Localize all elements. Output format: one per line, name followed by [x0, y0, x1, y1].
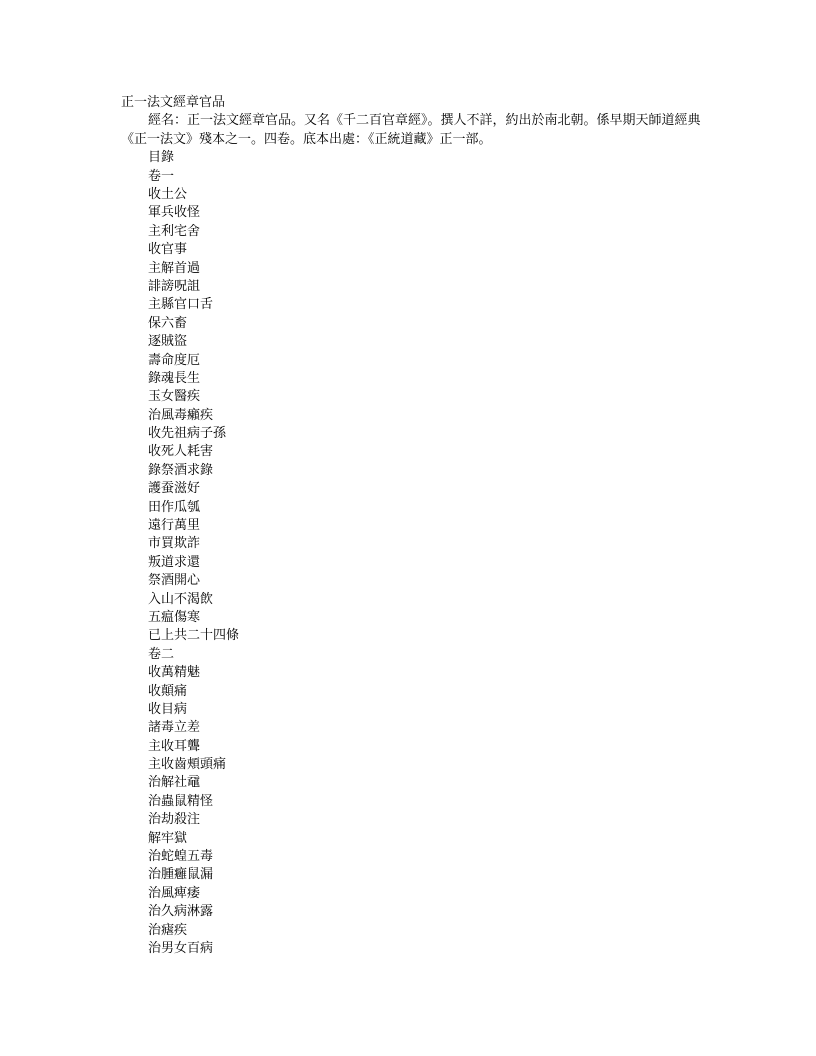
- list-item: 護蚕滋好: [148, 481, 201, 497]
- list-item: 目錄: [148, 150, 175, 166]
- document-title: 正一法文經章官品: [121, 95, 226, 110]
- list-item: 遠行萬里: [148, 518, 201, 534]
- list-item: 解牢獄: [148, 830, 188, 846]
- list-item: 保六畜: [148, 315, 188, 331]
- list-item: 祭酒開心: [148, 573, 201, 589]
- list-item: 錄魂長生: [148, 370, 201, 386]
- list-item: 田作瓜瓠: [148, 499, 201, 515]
- list-item: 入山不渴飲: [148, 591, 214, 607]
- list-item: 收先祖病子孫: [148, 426, 227, 442]
- list-item: 逐賊盜: [148, 334, 188, 350]
- list-item: 治解社黿: [148, 775, 201, 791]
- list-item: 收官事: [148, 242, 188, 258]
- list-item: 誹謗呪詛: [148, 278, 201, 294]
- list-item: 已上共二十四條: [148, 628, 240, 644]
- list-item: 錄祭酒求錄: [148, 462, 214, 478]
- list-item: 治男女百病: [148, 941, 214, 956]
- list-item: 治瘧疾: [148, 922, 188, 938]
- list-item: 收土公: [148, 186, 188, 202]
- document-intro: 經名：正一法文經章官品。又名《千二百官章經》。撰人不詳，約出於南北朝。係早期天師道經典《正一法文》殘本之一。四卷。底本出處：《正統道藏》正一部。: [121, 113, 701, 147]
- list-item: 治腫癰鼠漏: [148, 867, 214, 883]
- list-item: 收顛痛: [148, 683, 188, 699]
- list-item: 叛道求還: [148, 554, 201, 570]
- list-item: 收目病: [148, 701, 188, 717]
- list-item: 壽命度厄: [148, 352, 201, 368]
- list-item: 五瘟傷寒: [148, 609, 201, 625]
- list-item: 市買欺詐: [148, 536, 201, 552]
- table-of-contents: [121, 149, 701, 958]
- list-item: 治久病淋露: [148, 904, 214, 920]
- document-page: [121, 94, 701, 958]
- list-item: 主解首過: [148, 260, 201, 276]
- list-item: 治蟲鼠精怪: [148, 793, 214, 809]
- list-item: 主收齒頰頭痛: [148, 757, 227, 773]
- list-item: 治風痺痿: [148, 885, 201, 901]
- list-item: 收萬精魅: [148, 665, 201, 681]
- list-item: 軍兵收怪: [148, 205, 201, 221]
- list-item: 治風毒癩疾: [148, 407, 214, 423]
- list-item: 治劫殺注: [148, 812, 201, 828]
- list-item: 主收耳聾: [148, 738, 201, 754]
- list-item: 卷二: [148, 646, 175, 662]
- list-item: 諸毒立差: [148, 720, 201, 736]
- list-item: 主縣官口舌: [148, 297, 214, 313]
- list-item: 玉女醫疾: [148, 389, 201, 405]
- list-item: 收死人耗害: [148, 444, 214, 460]
- list-item: 主利宅舍: [148, 223, 201, 239]
- list-item: 卷一: [148, 168, 175, 184]
- list-item: 治蛇蝗五毒: [148, 849, 214, 865]
